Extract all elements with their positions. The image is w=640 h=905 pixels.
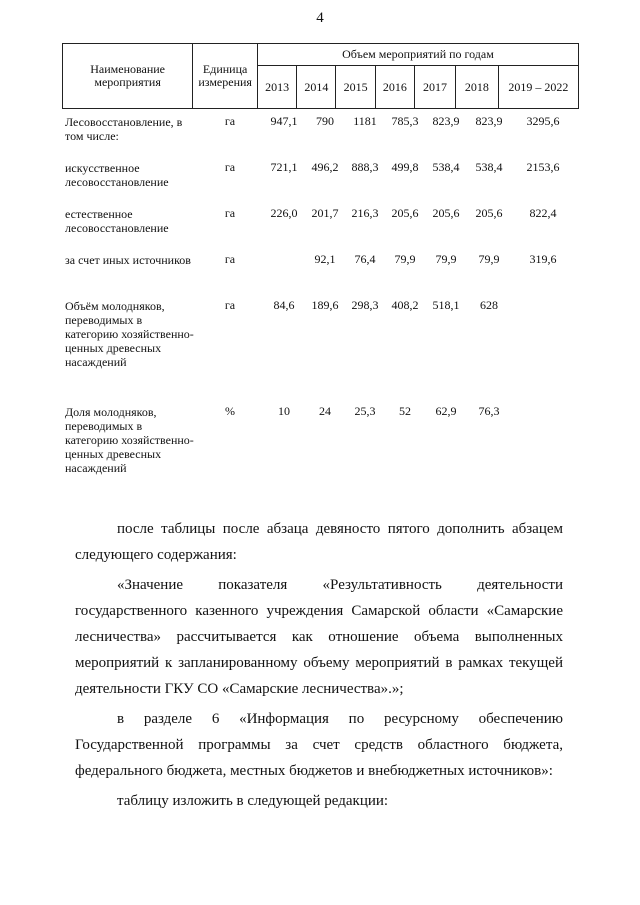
row-name: Лесовосстановление, в том числе: (65, 115, 183, 143)
row-value: 76,3 (478, 404, 500, 418)
row-name: за счет иных источников (65, 253, 191, 267)
row-value: 79,9 (435, 252, 457, 266)
row-value: 79,9 (394, 252, 416, 266)
row-value: 205,6 (475, 206, 503, 220)
paragraph-2: «Значение показателя «Результативность деятельности государственного казенного учреждения Самарской области «Самарские лесничества» рассчитывается как отношение объема выполненных мероприятий к запланированному объему мероприятий в рамках текущей деятельности ГКУ СО «Самарские лесничества».»; (75, 577, 563, 697)
row-value: 3295,6 (526, 114, 560, 128)
row-value: 52 (399, 404, 411, 418)
row-value: 538,4 (432, 160, 460, 174)
row-value: 518,1 (432, 298, 460, 312)
row-value: 62,9 (435, 404, 457, 418)
header-name: Наименование мероприятия (63, 44, 193, 109)
row-name: Объём молодняков, переводимых в категорию хозяйственно-ценных древесных насаждений (65, 299, 194, 369)
row-value: 92,1 (314, 252, 336, 266)
row-value: 822,4 (529, 206, 557, 220)
row-value: 496,2 (311, 160, 339, 174)
row-value: 226,0 (270, 206, 298, 220)
row-value: 205,6 (391, 206, 419, 220)
row-value: 10 (278, 404, 290, 418)
row-value: 79,9 (478, 252, 500, 266)
header-year-2013: 2013 (258, 66, 297, 109)
page-number: 4 (316, 10, 324, 26)
row-name: искусственное лесовосстановление (65, 161, 169, 189)
row-value: 189,6 (311, 298, 339, 312)
row-value: 76,4 (354, 252, 376, 266)
row-unit: % (225, 404, 235, 418)
row-value: 216,3 (351, 206, 379, 220)
row-value: 823,9 (475, 114, 503, 128)
row-unit: га (224, 298, 236, 312)
paragraph-1: после таблицы после абзаца девяносто пятого дополнить абзацем следующего содержания: (75, 521, 563, 563)
row-value: 319,6 (529, 252, 557, 266)
row-name: Доля молодняков, переводимых в категорию хозяйственно-ценных древесных насаждений (65, 405, 194, 475)
row-value: 785,3 (391, 114, 419, 128)
row-value: 538,4 (475, 160, 503, 174)
row-value: 499,8 (391, 160, 419, 174)
header-year-2014: 2014 (297, 66, 336, 109)
row-value: 84,6 (273, 298, 295, 312)
table-header (62, 43, 579, 109)
row-value: 408,2 (391, 298, 419, 312)
row-name: естественное лесовосстановление (65, 207, 169, 235)
header-year-2018: 2018 (455, 66, 498, 109)
row-value: 25,3 (354, 404, 376, 418)
header-group: Объем мероприятий по годам (258, 44, 579, 66)
header-year-2017: 2017 (414, 66, 455, 109)
row-value: 947,1 (270, 114, 298, 128)
paragraph-3: в разделе 6 «Информация по ресурсному обеспечению Государственной программы за счет средств областного бюджета, федерального бюджета, местных бюджетов и внебюджетных источников»: (75, 711, 563, 779)
row-value: 201,7 (311, 206, 339, 220)
row-value: 205,6 (432, 206, 460, 220)
row-value: 24 (319, 404, 331, 418)
row-value: 2153,6 (526, 160, 560, 174)
row-unit: га (224, 206, 236, 220)
header-unit: Единица измерения (193, 44, 258, 109)
row-value: 1181 (353, 114, 377, 128)
paragraph-4: таблицу изложить в следующей редакции: (117, 793, 389, 809)
row-unit: га (224, 114, 236, 128)
row-unit: га (224, 160, 236, 174)
header-year-2015: 2015 (336, 66, 375, 109)
row-value: 823,9 (432, 114, 460, 128)
row-unit: га (224, 252, 236, 266)
row-value: 628 (480, 298, 498, 312)
row-value: 790 (316, 114, 334, 128)
row-value: 721,1 (270, 160, 298, 174)
row-value: 888,3 (351, 160, 379, 174)
header-year-2019-2022: 2019 – 2022 (498, 66, 578, 109)
row-value: 298,3 (351, 298, 379, 312)
header-year-2016: 2016 (375, 66, 414, 109)
